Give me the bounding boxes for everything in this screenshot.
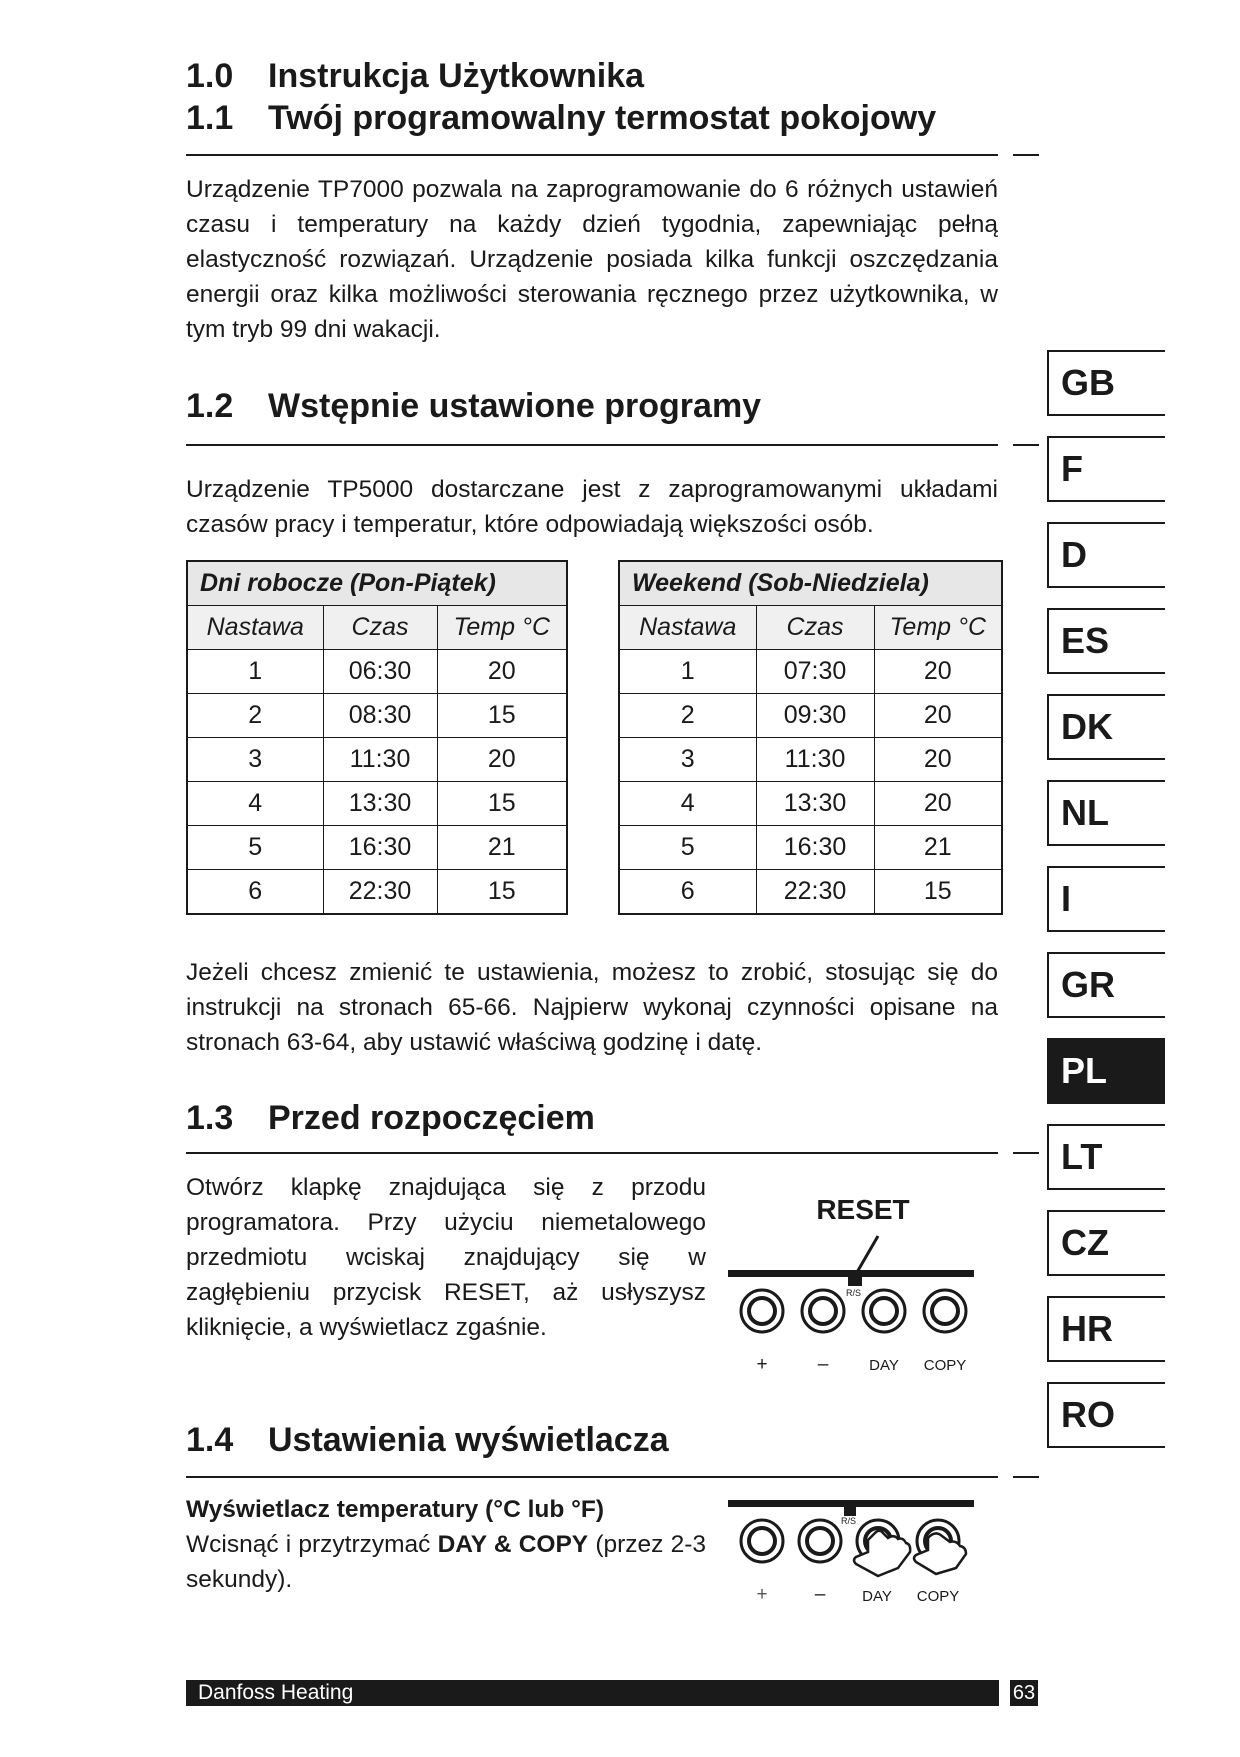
day-button-label: DAY: [862, 1588, 892, 1605]
cell-time: 08:30: [323, 694, 437, 738]
heading-text: Wstępnie ustawione programy: [268, 387, 762, 425]
language-tab-cz[interactable]: CZ: [1047, 1210, 1165, 1276]
language-tab-i[interactable]: I: [1047, 866, 1165, 932]
cell-setting: 5: [619, 826, 756, 870]
column-header-time: Czas: [756, 606, 874, 650]
rs-label: R/S: [846, 1288, 862, 1298]
cell-temp: 20: [874, 782, 1002, 826]
cell-temp: 20: [874, 694, 1002, 738]
cell-time: 22:30: [323, 870, 437, 915]
cell-setting: 2: [619, 694, 756, 738]
column-header-time: Czas: [323, 606, 437, 650]
table-row: [619, 738, 1002, 782]
cell-temp: 20: [874, 738, 1002, 782]
table-row: [619, 870, 1002, 915]
paragraph-intro: Urządzenie TP7000 pozwala na zaprogramowanie do 6 różnych ustawień czasu i temperatury na każdy dzień tygodnia, zapewniając pełną elastyczność rozwiązań. Urządzenie posiada kilka funkcji oszczędzania energii oraz kilka możliwości sterowania ręcznego przez użytkownika, w tym tryb 99 dni wakacji.: [186, 176, 998, 343]
heading-number: 1.0: [186, 57, 234, 95]
table-row: [187, 650, 567, 694]
rs-label: R/S: [841, 1516, 857, 1526]
heading-text: Ustawienia wyświetlacza: [268, 1421, 669, 1459]
table-row: [187, 782, 567, 826]
page-number: 63: [1010, 1680, 1038, 1706]
weekday-table: [186, 560, 568, 915]
heading-text: Przed rozpoczęciem: [268, 1099, 595, 1137]
cell-temp: 15: [437, 870, 567, 915]
heading-1-0: [186, 56, 644, 96]
cell-setting: 5: [187, 826, 323, 870]
language-tab-gb[interactable]: GB: [1047, 350, 1165, 416]
language-tab-gr[interactable]: GR: [1047, 952, 1165, 1018]
table-caption: Dni robocze (Pon-Piątek): [187, 561, 567, 606]
table-caption: Weekend (Sob-Niedziela): [619, 561, 1002, 606]
language-tab-d[interactable]: D: [1047, 522, 1165, 588]
language-tab-pl[interactable]: PL: [1047, 1038, 1165, 1104]
reset-diagram: [728, 1192, 998, 1382]
language-tab-nl[interactable]: NL: [1047, 780, 1165, 846]
cell-temp: 20: [874, 650, 1002, 694]
table-row: [187, 870, 567, 915]
section-rule-tick: [1013, 444, 1039, 446]
cell-time: 11:30: [323, 738, 437, 782]
paragraph-change-settings: Jeżeli chcesz zmienić te ustawienia, możesz to zrobić, stosując się do instrukcji na stronach 65-66. Najpierw wykonaj czynności opisane na stronach 63-64, aby ustawić właściwą godzinę i datę.: [186, 959, 998, 1056]
language-tab-lt[interactable]: LT: [1047, 1124, 1165, 1190]
cell-time: 22:30: [756, 870, 874, 915]
section-rule: [186, 1476, 998, 1478]
day-button-label: DAY: [869, 1357, 899, 1374]
cell-temp: 15: [437, 694, 567, 738]
heading-number: 1.1: [186, 99, 234, 137]
cell-setting: 3: [187, 738, 323, 782]
cell-temp: 20: [437, 738, 567, 782]
cell-temp: 15: [874, 870, 1002, 915]
section-rule-tick: [1013, 154, 1039, 156]
display-subtitle: Wyświetlacz temperatury (°C lub °F): [186, 1496, 605, 1523]
reset-label: RESET: [816, 1194, 910, 1225]
minus-button-label: –: [814, 1584, 826, 1605]
cell-setting: 6: [187, 870, 323, 915]
plus-button-label: +: [756, 1584, 768, 1605]
language-tab-ro[interactable]: RO: [1047, 1382, 1165, 1448]
column-header-setting: Nastawa: [187, 606, 323, 650]
table-row: [619, 650, 1002, 694]
heading-1-2: [186, 386, 761, 426]
language-tab-hr[interactable]: HR: [1047, 1296, 1165, 1362]
cell-time: 16:30: [756, 826, 874, 870]
display-diagram: [728, 1492, 998, 1612]
cell-time: 13:30: [323, 782, 437, 826]
cell-temp: 15: [437, 782, 567, 826]
table-row: [619, 782, 1002, 826]
section-rule-tick: [1013, 1152, 1039, 1154]
cell-setting: 1: [619, 650, 756, 694]
cell-temp: 21: [874, 826, 1002, 870]
table-row: [619, 826, 1002, 870]
paragraph-display: [186, 1492, 706, 1597]
heading-text: Instrukcja Użytkownika: [268, 57, 645, 95]
column-header-temp: Temp °C: [874, 606, 1002, 650]
cell-temp: 21: [437, 826, 567, 870]
heading-number: 1.3: [186, 1099, 234, 1137]
paragraph-presets: Urządzenie TP5000 dostarczane jest z zaprogramowanymi układami czasów pracy i temperatur, które odpowiadają większości osób.: [186, 476, 998, 538]
cell-time: 13:30: [756, 782, 874, 826]
cell-setting: 3: [619, 738, 756, 782]
cell-setting: 4: [619, 782, 756, 826]
heading-number: 1.4: [186, 1421, 234, 1459]
section-rule-tick: [1013, 1476, 1039, 1478]
paragraph-reset: Otwórz klapkę znajdująca się z przodu programatora. Przy użyciu niemetalowego przedmiotu wciskaj znajdujący się w zagłębieniu przycisk RESET, aż usłyszysz kliknięcie, a wyświetlacz zgaśnie.: [186, 1174, 706, 1341]
cell-time: 11:30: [756, 738, 874, 782]
column-header-temp: Temp °C: [437, 606, 567, 650]
cell-time: 07:30: [756, 650, 874, 694]
copy-button-label: COPY: [923, 1357, 967, 1374]
cell-temp: 20: [437, 650, 567, 694]
display-text-bold: DAY & COPY: [437, 1531, 589, 1558]
section-rule: [186, 444, 998, 446]
heading-1-3: [186, 1098, 595, 1138]
cell-setting: 6: [619, 870, 756, 915]
footer-brand: Danfoss Heating: [186, 1680, 999, 1706]
minus-button-label: –: [817, 1354, 829, 1375]
table-row: [187, 738, 567, 782]
display-text-after: (przez 2-3 sekundy).: [186, 1531, 707, 1593]
language-tab-f[interactable]: F: [1047, 436, 1165, 502]
table-row: [187, 694, 567, 738]
copy-button-label: COPY: [916, 1588, 960, 1605]
heading-text: Twój programowalny termostat pokojowy: [268, 99, 937, 137]
cell-setting: 2: [187, 694, 323, 738]
heading-1-1: [186, 98, 936, 138]
cell-setting: 4: [187, 782, 323, 826]
language-tab-es[interactable]: ES: [1047, 608, 1165, 674]
table-row: [619, 694, 1002, 738]
column-header-setting: Nastawa: [619, 606, 756, 650]
cell-time: 09:30: [756, 694, 874, 738]
plus-button-label: +: [756, 1354, 768, 1375]
weekend-table: [618, 560, 1003, 915]
language-tab-dk[interactable]: DK: [1047, 694, 1165, 760]
section-rule: [186, 1152, 998, 1154]
table-row: [187, 826, 567, 870]
cell-setting: 1: [187, 650, 323, 694]
cell-time: 06:30: [323, 650, 437, 694]
cell-time: 16:30: [323, 826, 437, 870]
display-text-before: Wcisnąć i przytrzymać: [186, 1531, 438, 1558]
heading-number: 1.2: [186, 387, 234, 425]
heading-1-4: [186, 1420, 669, 1460]
section-rule: [186, 154, 998, 156]
